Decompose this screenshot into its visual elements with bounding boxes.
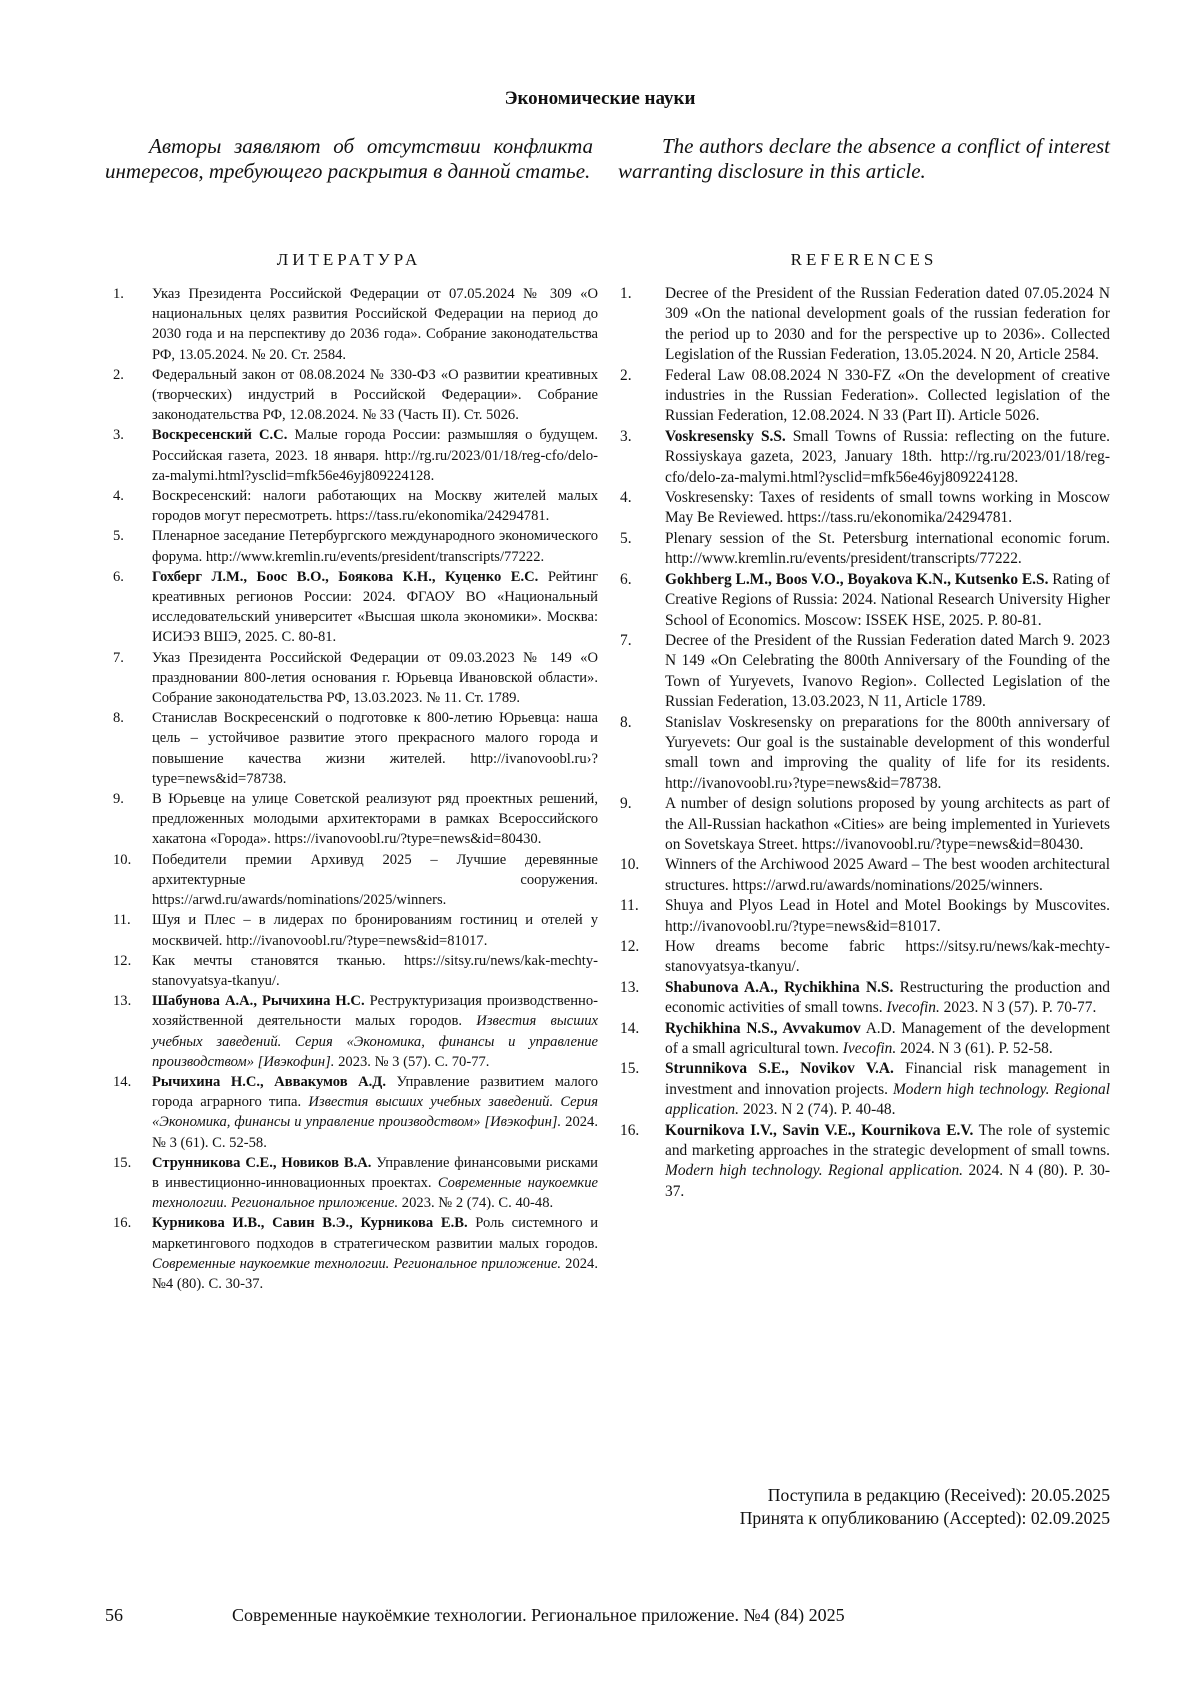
conflict-statement-en: The authors declare the absence a conflict of interest warranting disclosure in this article. xyxy=(618,134,1110,183)
reference-item xyxy=(618,937,1110,978)
reference-text: How dreams become fabric https://sitsy.ru/news/kak-mechty-stanovyatsya-tkanyu/. xyxy=(665,938,1110,976)
reference-text: Управление развитием малого города аграрного типа. xyxy=(152,1073,598,1111)
reference-number: 9. xyxy=(620,795,632,813)
reference-item xyxy=(105,284,598,365)
reference-details: 2024. №4 (80). С. 30-37. xyxy=(152,1255,598,1292)
reference-authors: Shabunova A.A., Rychikhina N.S. xyxy=(665,978,894,996)
reference-authors: Гохберг Л.М., Боос В.О., Боякова К.Н., Куценко Е.С. xyxy=(152,568,539,585)
reference-text: В Юрьевце на улице Советской реализуют ряд проектных решений, предложенных молодыми архитекторами в рамках Всероссийского хакатона «Города». https://ivanovoobl.ru/?type=news&id=80430. xyxy=(152,791,598,848)
reference-text: Указ Президента Российской Федерации от 09.03.2023 № 149 «О праздновании 800-летия основания г. Юрьевца Ивановской области». Собрание законодательства РФ, 13.03.2023. № 11. Ст. 1789. xyxy=(152,649,598,707)
reference-number: 8. xyxy=(620,713,632,731)
reference-number: 16. xyxy=(620,1121,640,1139)
reference-authors: Курникова И.В., Савин В.Э., Курникова Е.В. xyxy=(152,1215,468,1232)
reference-item xyxy=(105,567,598,648)
reference-text: Financial risk management in investment and innovation projects. xyxy=(665,1060,1111,1098)
reference-item xyxy=(618,978,1110,1019)
reference-source: Современные наукоемкие технологии. Региональное приложение. xyxy=(152,1174,599,1212)
reference-item xyxy=(618,896,1110,937)
reference-number: 3. xyxy=(113,427,124,444)
reference-item xyxy=(105,991,598,1072)
reference-item xyxy=(105,526,598,566)
reference-text: Рейтинг креативных регионов России: 2024. ФГАОУ ВО «Национальный исследовательский университет «Высшая школа экономики». Москва: ИСИЭЗ ВШЭ, 2025. С. 80-81. xyxy=(152,568,599,646)
reference-number: 2. xyxy=(113,366,124,383)
reference-item xyxy=(618,366,1110,427)
reference-number: 16. xyxy=(113,1215,132,1232)
reference-item xyxy=(105,1072,598,1153)
reference-authors: Gokhberg L.M., Boos V.O., Boyakova K.N., Kutsenko E.S. xyxy=(665,570,1049,588)
reference-text: Plenary session of the St. Petersburg international economic forum. http://www.kremlin.ru/events/president/transcripts/77222. xyxy=(665,529,1110,568)
reference-item xyxy=(618,794,1110,855)
reference-item xyxy=(618,529,1110,570)
reference-details: 2023. № 2 (74). С. 40-48. xyxy=(398,1195,554,1212)
reference-text: Управление финансовыми рисками в инвестиционно-инновационных проектах. xyxy=(152,1154,598,1191)
reference-details: 2023. N 3 (57). P. 70-77. xyxy=(939,999,1097,1017)
conflict-statement-ru: Авторы заявляют об отсутствии конфликта интересов, требующего раскрытия в данной статье. xyxy=(105,134,593,183)
reference-text: Станислав Воскресенский о подготовке к 800-летию Юрьевца: наша цель – устойчивое развитие этого прекрасного малого города и повышение качества жизни жителей. http://ivanovoobl.ru›?type=news&id=78738. xyxy=(152,710,598,787)
reference-authors: Воскресенский С.С. xyxy=(152,427,288,444)
reference-details: 2023. № 3 (57). С. 70-77. xyxy=(334,1053,490,1070)
reference-number: 4. xyxy=(620,489,632,507)
reference-text: Роль системного и маркетингового подходов в стратегическом развитии малых городов. xyxy=(152,1215,599,1252)
reference-text: Малые города России: размышляя о будущем. Российская газета, 2023. 18 января. http://rg.ru/2023/01/18/reg-cfo/delo-za-malymi.html?ysclid=mfk56e46yj809224128. xyxy=(152,427,598,484)
reference-source: Известия высших учебных заведений. Серия «Экономика, финансы и управление производством» [Ивэкофин]. xyxy=(152,1094,599,1131)
reference-text: Реструктуризация производственно-хозяйственной деятельности малых городов. xyxy=(152,993,598,1030)
reference-item xyxy=(105,365,598,426)
reference-number: 8. xyxy=(113,710,124,727)
reference-text: Как мечты становятся тканью. https://sitsy.ru/news/kak-mechty-stanovyatsya-tkanyu/. xyxy=(152,952,598,989)
reference-number: 3. xyxy=(620,427,632,445)
reference-text: Shuya and Plyos Lead in Hotel and Motel Bookings by Muscovites. http://ivanovoobl.ru/?type=news&id=81017. xyxy=(665,897,1110,935)
reference-text: Указ Президента Российской Федерации от 07.05.2024 № 309 «О национальных целях развития Российской Федерации на период до 2030 года и на перспективу до 2036 года». Собрание законодательства РФ, 13.05.2024. № 20. Ст. 2584. xyxy=(152,286,598,363)
reference-source: Известия высших учебных заведений. Серия «Экономика, финансы и управление производством» [Ивэкофин]. xyxy=(152,1013,598,1070)
reference-text: Шуя и Плес – в лидерах по бронированиям гостиниц и отелей у москвичей. http://ivanovoobl.ru/?type=news&id=81017. xyxy=(152,912,598,949)
reference-number: 7. xyxy=(113,649,124,666)
reference-source: Ivecofin. xyxy=(886,999,940,1017)
reference-text: Federal Law 08.08.2024 N 330-FZ «On the development of creative industries in the Russian Federation». Collected legislation of the Russian Federation, 12.08.2024. N 33 (Part II). Article 5026. xyxy=(665,366,1110,425)
reference-number: 1. xyxy=(620,285,632,302)
reference-item xyxy=(618,631,1110,713)
reference-text: Пленарное заседание Петербургского международного экономического форума. http://www.kremlin.ru/events/president/transcripts/77222. xyxy=(152,528,598,565)
accepted-date: Принята к опубликованию (Accepted): 02.09.2025 xyxy=(739,1508,1110,1528)
reference-source: Modern high technology. Regional application. xyxy=(665,1162,964,1180)
journal-name: Современные наукоёмкие технологии. Региональное приложение. №4 (84) 2025 xyxy=(232,1605,845,1625)
reference-number: 15. xyxy=(620,1060,640,1078)
reference-number: 1. xyxy=(113,286,124,302)
reference-details: 2024. № 3 (61). С. 52-58. xyxy=(152,1114,598,1151)
reference-text: A number of design solutions proposed by young architects as part of the All-Russian hackathon «Cities» are being implemented in Yurievets on Sovetskaya Street. https://ivanovoobl.ru/?type=news&id=80430. xyxy=(665,795,1110,853)
reference-item xyxy=(618,427,1110,488)
reference-number: 9. xyxy=(113,791,124,808)
reference-text: Winners of the Archiwood 2025 Award – The best wooden architectural structures. https://arwd.ru/awards/nominations/2025/winners. xyxy=(665,856,1110,894)
reference-text: Decree of the President of the Russian Federation dated March 9. 2023 N 149 «On Celebrating the 800th Anniversary of the Founding of the Town of Yuryevets, Ivanovo Region». Collected Legislation of the Russian Federation, 13.03.2023, N 11, Article 1789. xyxy=(665,631,1110,711)
reference-number: 14. xyxy=(113,1073,132,1090)
reference-number: 6. xyxy=(113,568,124,585)
reference-item xyxy=(105,708,598,789)
reference-item xyxy=(105,789,598,850)
reference-text: Rating of Creative Regions of Russia: 2024. National Research University Higher School of Economics. Moscow: ISSEK HSE, 2025. P. 80-81. xyxy=(665,570,1110,629)
reference-item xyxy=(618,570,1110,631)
reference-number: 6. xyxy=(620,570,632,588)
reference-list-en xyxy=(618,284,1110,1202)
reference-authors: Шабунова А.А., Рычихина Н.С. xyxy=(152,993,365,1010)
reference-item xyxy=(618,284,1110,366)
reference-number: 5. xyxy=(113,528,124,545)
reference-number: 2. xyxy=(620,366,632,384)
section-title: Экономические науки xyxy=(504,88,696,109)
reference-text: Decree of the President of the Russian Federation dated 07.05.2024 N 309 «On the national development goals of the russian federation for the period up to 2030 and for the perspective up to 2036». Collected Legislation of the Russian Federation, 13.05.2024. N 20, Article 2584. xyxy=(665,285,1110,364)
reference-number: 12. xyxy=(113,952,132,969)
reference-number: 5. xyxy=(620,529,632,547)
article-dates xyxy=(618,1484,1110,1530)
reference-number: 10. xyxy=(620,856,640,874)
reference-authors: Рычихина Н.С., Аввакумов А.Д. xyxy=(152,1073,386,1090)
reference-item xyxy=(105,486,598,526)
reference-details: 2024. N 3 (61). P. 52-58. xyxy=(896,1040,1053,1058)
reference-number: 7. xyxy=(620,631,632,649)
reference-details: 2023. N 2 (74). P. 40-48. xyxy=(738,1101,896,1119)
reference-item xyxy=(618,855,1110,896)
reference-authors: Voskresensky S.S. xyxy=(665,427,786,445)
reference-item xyxy=(618,1019,1110,1060)
reference-text: Small Towns of Russia: reflecting on the future. Rossiyskaya gazeta, 2023, January 18th. http://rg.ru/2023/01/18/reg-cfo/delo-za-malymi.html?ysclid=mfk56e46yj809224128. xyxy=(665,427,1110,486)
reference-item xyxy=(618,488,1110,529)
reference-text: The role of systemic and marketing approaches in the strategic development of small towns. xyxy=(665,1121,1110,1160)
reference-number: 14. xyxy=(620,1019,640,1037)
reference-authors: Kournikova I.V., Savin V.E., Kournikova E.V. xyxy=(665,1121,974,1139)
reference-item xyxy=(105,910,598,950)
reference-source: Ivecofin. xyxy=(842,1040,897,1058)
reference-item xyxy=(105,951,598,991)
reference-text: Федеральный закон от 08.08.2024 № 330-ФЗ «О развитии креативных (творческих) индустрий в Российской Федерации». Собрание законодательства РФ, 12.08.2024. № 33 (Часть II). Ст. 5026. xyxy=(152,366,598,424)
reference-number: 4. xyxy=(113,488,124,505)
reference-authors: Strunnikova S.E., Novikov V.A. xyxy=(665,1060,894,1078)
reference-text: A.D. Management of the development of a small agricultural town. xyxy=(665,1019,1110,1058)
reference-text: Restructuring the production and economic activities of small towns. xyxy=(665,978,1111,1017)
reference-item xyxy=(618,1121,1110,1203)
reference-text: Stanislav Voskresensky on preparations for the 800th anniversary of Yuryevets: Our goal is the sustainable development of this wonderful small town and improving the quality of life for its residents. http://ivanovoobl.ru›?type=news&id=78738. xyxy=(665,713,1110,792)
reference-number: 12. xyxy=(620,938,640,955)
reference-list-ru xyxy=(105,284,598,1294)
reference-number: 13. xyxy=(113,993,132,1010)
reference-source: Современные наукоемкие технологии. Региональное приложение. xyxy=(152,1255,562,1272)
reference-item xyxy=(618,1059,1110,1120)
received-date: Поступила в редакцию (Received): 20.05.2025 xyxy=(767,1485,1110,1505)
reference-item xyxy=(105,1153,598,1214)
reference-text: Воскресенский: налоги работающих на Москву жителей малых городов могут пересмотреть. https://tass.ru/ekonomika/24294781. xyxy=(152,488,598,525)
references-heading-ru: ЛИТЕРАТУРА xyxy=(276,250,422,269)
reference-details: 2024. N 4 (80). P. 30-37. xyxy=(665,1162,1110,1200)
page-number: 56 xyxy=(105,1605,123,1625)
reference-authors: Rychikhina N.S., Avvakumov xyxy=(665,1019,861,1037)
reference-source: Modern high technology. Regional application. xyxy=(665,1080,1110,1119)
reference-number: 11. xyxy=(113,912,131,929)
reference-number: 10. xyxy=(113,851,132,868)
reference-number: 13. xyxy=(620,978,640,996)
reference-item xyxy=(105,425,598,486)
reference-number: 11. xyxy=(620,897,639,915)
reference-text: Победители премии Архивуд 2025 – Лучшие деревянные архитектурные сооружения. https://arwd.ru/awards/nominations/2025/winners. xyxy=(152,851,598,909)
reference-item xyxy=(618,713,1110,795)
reference-text: Voskresensky: Taxes of residents of small towns working in Moscow May Be Reviewed. https://tass.ru/ekonomika/24294781. xyxy=(665,489,1110,527)
reference-item xyxy=(105,648,598,709)
reference-item xyxy=(105,850,598,911)
references-heading-en: REFERENCES xyxy=(790,250,938,269)
reference-item xyxy=(105,1213,598,1294)
reference-authors: Струнникова С.Е., Новиков В.А. xyxy=(152,1154,372,1171)
reference-number: 15. xyxy=(113,1154,132,1171)
